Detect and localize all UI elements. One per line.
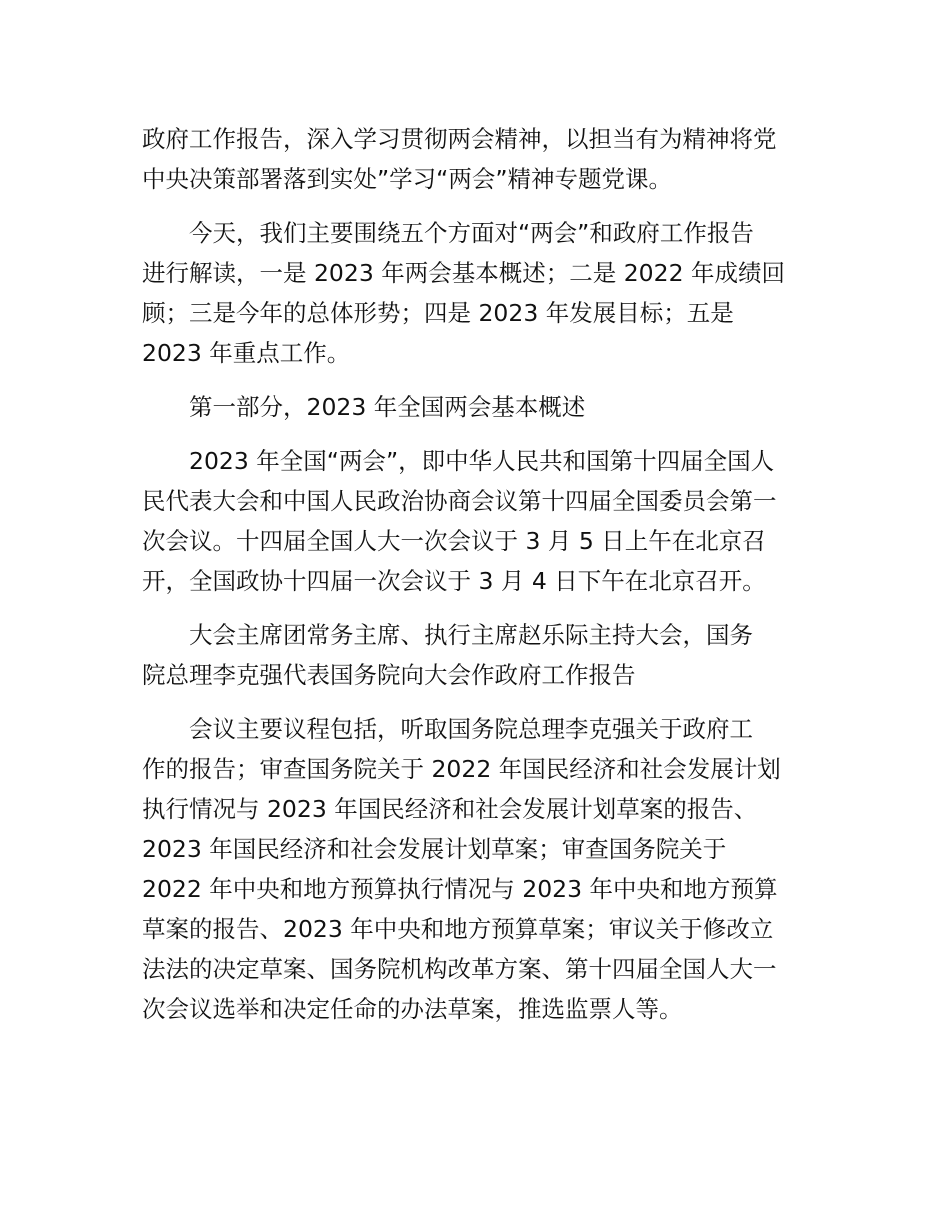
text-line: 中央决策部署落到实处”学习“两会”精神专题党课。 [142,165,673,193]
paragraph-two-sessions [142,441,812,601]
paragraph-intro-continuation [142,119,812,199]
text-line: 执行情况与 2023 年国民经济和社会发展计划草案的报告、 [142,795,758,823]
text-line: 顾；三是今年的总体形势；四是 2023 年发展目标；五是 [142,299,734,327]
text-line: 会议主要议程包括，听取国务院总理李克强关于政府工 [189,715,753,743]
text-line: 院总理李克强代表国务院向大会作政府工作报告 [142,661,636,689]
section-heading [142,387,812,427]
text-line: 2022 年中央和地方预算执行情况与 2023 年中央和地方预算 [142,875,778,903]
text-line: 次会议。十四届全国人大一次会议于 3 月 5 日上午在北京召 [142,527,766,555]
text-line: 民代表大会和中国人民政治协商会议第十四届全国委员会第一 [142,487,777,515]
text-line: 草案的报告、2023 年中央和地方预算草案；审议关于修改立 [142,915,774,943]
text-line: 作的报告；审查国务院关于 2022 年国民经济和社会发展计划 [142,755,781,783]
text-line: 2023 年全国“两会”，即中华人民共和国第十四届全国人 [189,447,775,475]
section-title: 第一部分，2023 年全国两会基本概述 [189,393,586,421]
text-line: 次会议选举和决定任命的办法草案，推选监票人等。 [142,995,683,1023]
text-line: 法法的决定草案、国务院机构改革方案、第十四届全国人大一 [142,955,777,983]
paragraph-agenda [142,709,812,1029]
text-line: 大会主席团常务主席、执行主席赵乐际主持大会，国务 [189,621,753,649]
text-line: 2023 年重点工作。 [142,339,351,367]
paragraph-overview [142,213,812,373]
document-body [142,119,812,1043]
text-line: 政府工作报告，深入学习贯彻两会精神，以担当有为精神将党 [142,125,777,153]
text-line: 2023 年国民经济和社会发展计划草案；审查国务院关于 [142,835,727,863]
text-line: 进行解读，一是 2023 年两会基本概述；二是 2022 年成绩回 [142,259,785,287]
paragraph-presidium [142,615,812,695]
text-line: 开，全国政协十四届一次会议于 3 月 4 日下午在北京召开。 [142,567,766,595]
text-line: 今天，我们主要围绕五个方面对“两会”和政府工作报告 [189,219,754,247]
